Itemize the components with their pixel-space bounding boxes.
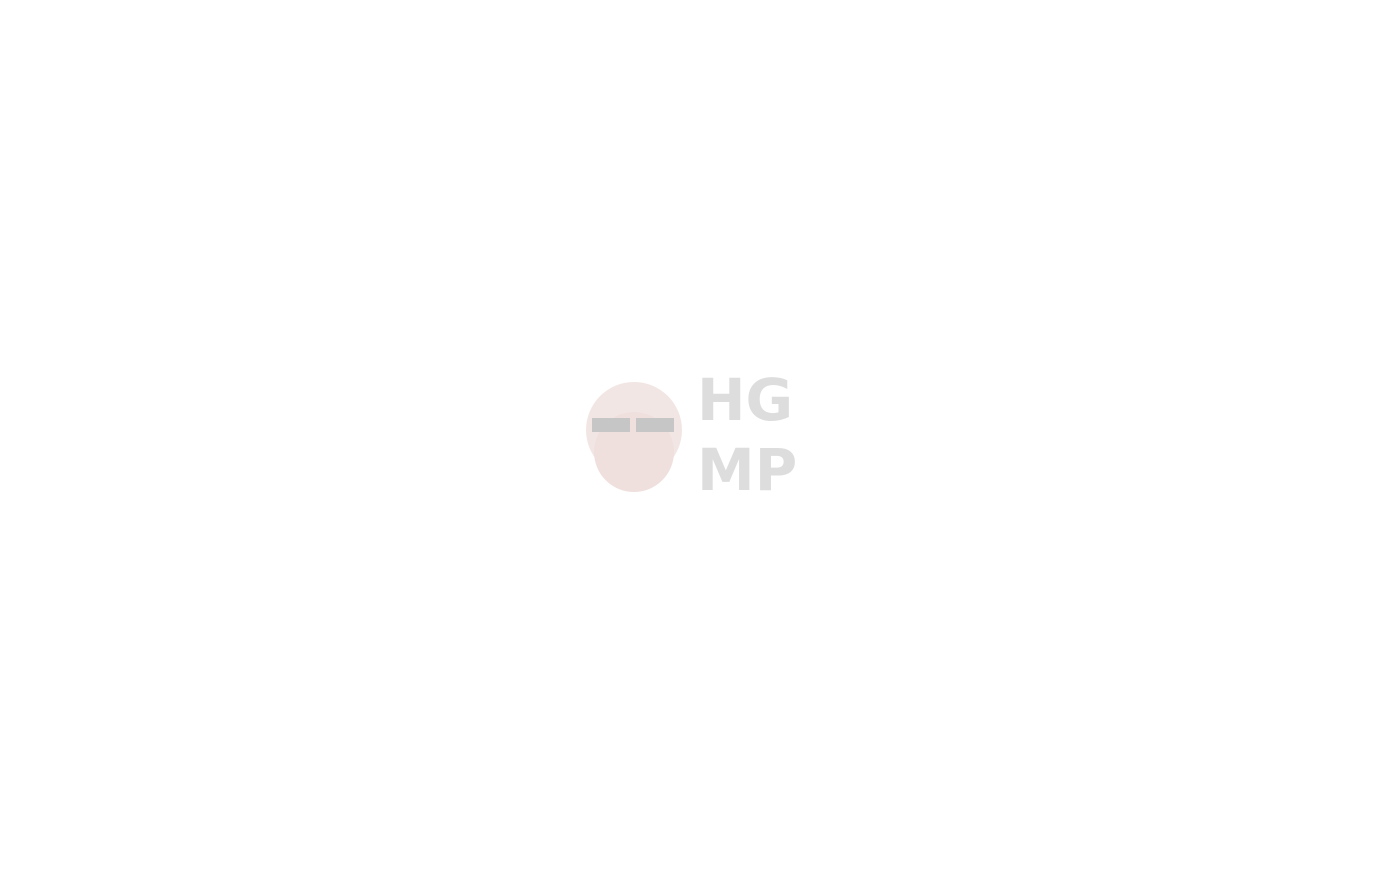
svg-text:HG: HG [697,366,794,434]
svg-text:MP: MP [697,436,798,504]
